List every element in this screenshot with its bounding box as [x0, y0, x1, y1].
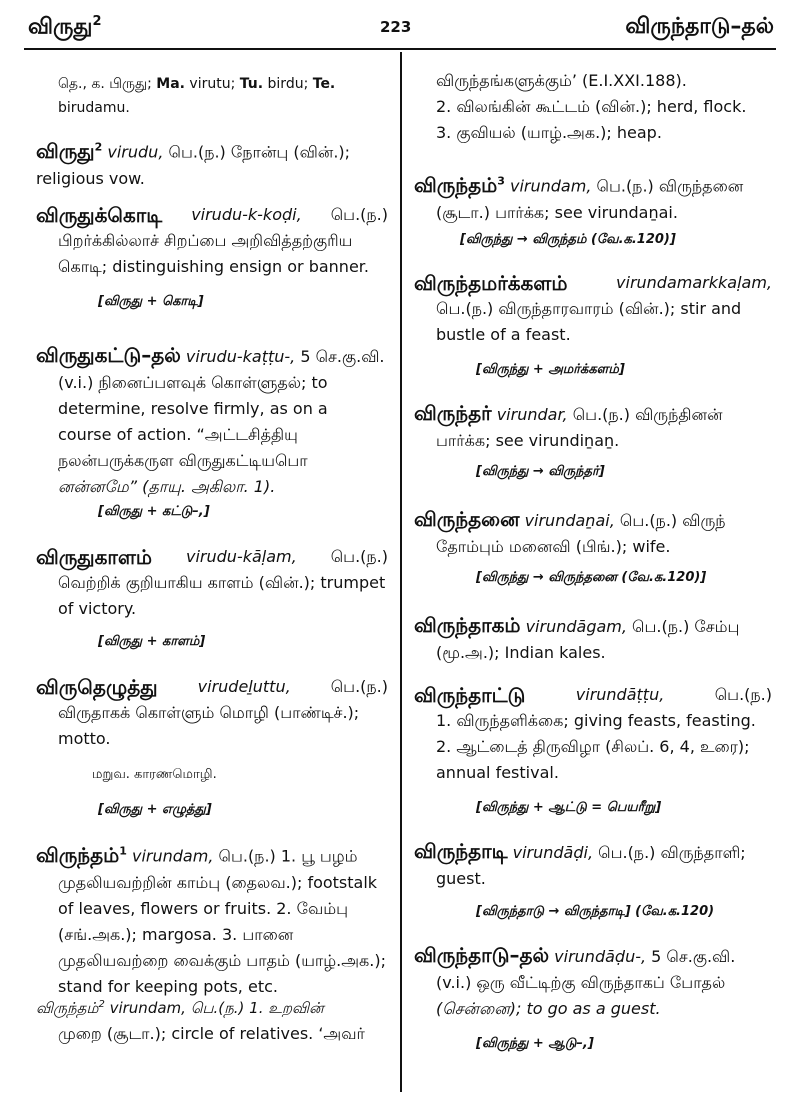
headword: விருந்தாடு–தல் — [414, 943, 550, 967]
headword: விருந்தாகம் — [414, 613, 521, 637]
header-rule — [24, 48, 776, 50]
headword: விருந்தாடி — [414, 839, 508, 863]
etymology: [விருந்து + ஆடு–,] — [476, 1036, 594, 1051]
etymology: [விருந்து → விருந்தம் (வே.க.120)] — [460, 232, 676, 247]
header-left-word: விருது — [28, 14, 93, 40]
entry-virundagam: விருந்தாகம் virundāgam, பெ.(ந.) சேம்பு (மூ.அ.); Indian kales. — [414, 613, 740, 662]
etymology: [விருந்து → விருந்தர்] — [476, 464, 605, 479]
headword: விருதெழுத்து — [36, 675, 158, 699]
headword: விருந்தாட்டு — [414, 683, 526, 707]
entry-virundam-3: விருந்தம்$^3$ virundam, பெ.(ந.) விருந்தனை (சூடா.) பார்க்க; see virundaṉai. — [414, 172, 744, 222]
headword: விருதுகாளம் — [36, 545, 153, 569]
etymology: [விருது + கட்டு–,] — [98, 504, 210, 519]
entry-virundar: விருந்தர் virundar, பெ.(ந.) விருந்தினன் பார்க்க; see virundiṉaṉ. — [414, 401, 723, 450]
entry-virudukkodi: விருதுக்கொடி virudu-k-koḍi, பெ.(ந.) பிறர்க்கில்லாச் சிறப்பை அறிவித்தற்குரிய கொடி; distinguishing ensign or banner. — [36, 203, 388, 276]
headword: விருது$^2$ — [36, 138, 103, 163]
headword: விருந்தமர்க்களம் — [414, 271, 568, 295]
entry-virundadu: விருந்தாடு–தல் virundāḍu-, 5 செ.கு.வி. (v.i.) ஒரு வீட்டிற்கு விருந்தாகப் போதல் (சென்னை); to go as a guest. — [414, 943, 736, 1018]
column-divider — [400, 52, 402, 1092]
headword: விருந்தனை — [414, 507, 520, 531]
entry-virundam-2-continued: விருந்தங்களுக்கும்’ (E.I.XXI.188). 2. விலங்கின் கூட்டம் (வின்.); herd, flock. 3. குவியல் (யாழ்.அக.); heap. — [436, 71, 747, 142]
etymology: [விருந்தாடு → விருந்தாடி] (வே.க.120) — [476, 904, 715, 919]
etymology: [விருது + காளம்] — [98, 634, 206, 649]
entry-virundadi: விருந்தாடி virundāḍi, பெ.(ந.) விருந்தாளி; guest. — [414, 839, 746, 888]
entry-virundanai: விருந்தனை virundaṉai, பெ.(ந.) விருந் தோம்பும் மனைவி (பிங்.); wife. — [414, 507, 726, 556]
etymology: [விருந்து + அமர்க்களம்] — [476, 362, 625, 377]
entry-virudu-2: விருது$^2$ virudu, பெ.(ந.) நோன்பு (வின்.); religious vow. — [36, 138, 351, 188]
entry-virundamarkkalam: விருந்தமர்க்களம் virundamarkkaḷam, பெ.(ந.) விருந்தாரவாரம் (வின்.); stir and bustle of a feast. — [414, 271, 772, 344]
header-right-guideword: விருந்தாடு–தல் — [625, 14, 774, 39]
etymology: [விருந்து → விருந்தனை (வே.க.120)] — [476, 570, 707, 585]
etymology: [விருது + கொடி] — [98, 294, 204, 309]
entry-continuation-cognates: தெ., க. பிருது; Ma. virutu; Tu. birdu; Te. birudamu. — [58, 76, 336, 116]
entry-virundam-2: விருந்தம்$^2$ virundam, பெ.(ந.) 1. உறவின் முறை (சூடா.); circle of relatives. ‘அவர் — [36, 999, 365, 1043]
entry-virudeluttu: விருதெழுத்து virudeḻuttu, பெ.(ந.) விருதாகக் கொள்ளும் மொழி (பாண்டிச்.); motto. — [36, 675, 388, 748]
entry-virudukattu: விருதுகட்டு–தல் virudu-kaṭṭu-, 5 செ.கு.வி. (v.i.) நினைப்பளவுக் கொள்ளுதல்; to determine, resolve firmly, as on a course of action. “அட்டசித்தியு நலன்பருக்கருள விருதுகட்டியபொ னன்னமே” (தாயு. அகிலா. 1). — [36, 343, 385, 496]
header-left-sup: 2 — [92, 14, 102, 29]
headword: விருந்தம்$^3$ — [414, 172, 505, 197]
synonym-note: மறுவ. காரணமொழி. — [92, 767, 217, 782]
entry-virundattu: விருந்தாட்டு virundāṭṭu, பெ.(ந.) 1. விருந்தளிக்கை; giving feasts, feasting. 2. ஆட்டைத் திருவிழா (சிலப். 6, 4, உரை); annual festival. — [414, 683, 772, 782]
header-left-guideword — [28, 14, 102, 42]
page-number: 223 — [380, 18, 412, 36]
headword: விருதுகட்டு–தல் — [36, 343, 181, 367]
etymology: [விருது + எழுத்து] — [98, 802, 212, 817]
headword: விருந்தர் — [414, 401, 492, 425]
headword: விருதுக்கொடி — [36, 203, 163, 227]
entry-virudukalam: விருதுகாளம் virudu-kāḷam, பெ.(ந.) வெற்றிக் குறியாகிய காளம் (வின்.); trumpet of victory. — [36, 545, 388, 618]
etymology: [விருந்து + ஆட்டு = பெயரீறு] — [476, 800, 662, 815]
page-header — [0, 0, 800, 46]
headword: விருந்தம்$^1$ — [36, 842, 127, 867]
entry-virundam-1: விருந்தம்$^1$ virundam, பெ.(ந.) 1. பூ பழம் முதலியவற்றின் காம்பு (தைலவ.); footstalk of leaves, flowers or fruits. 2. வேம்பு (சங்.அக.); margosa. 3. பானை முதலியவற்றை வைக்கும் பாதம் (யாழ்.அக.); stand for keeping pots, etc. — [36, 842, 386, 996]
